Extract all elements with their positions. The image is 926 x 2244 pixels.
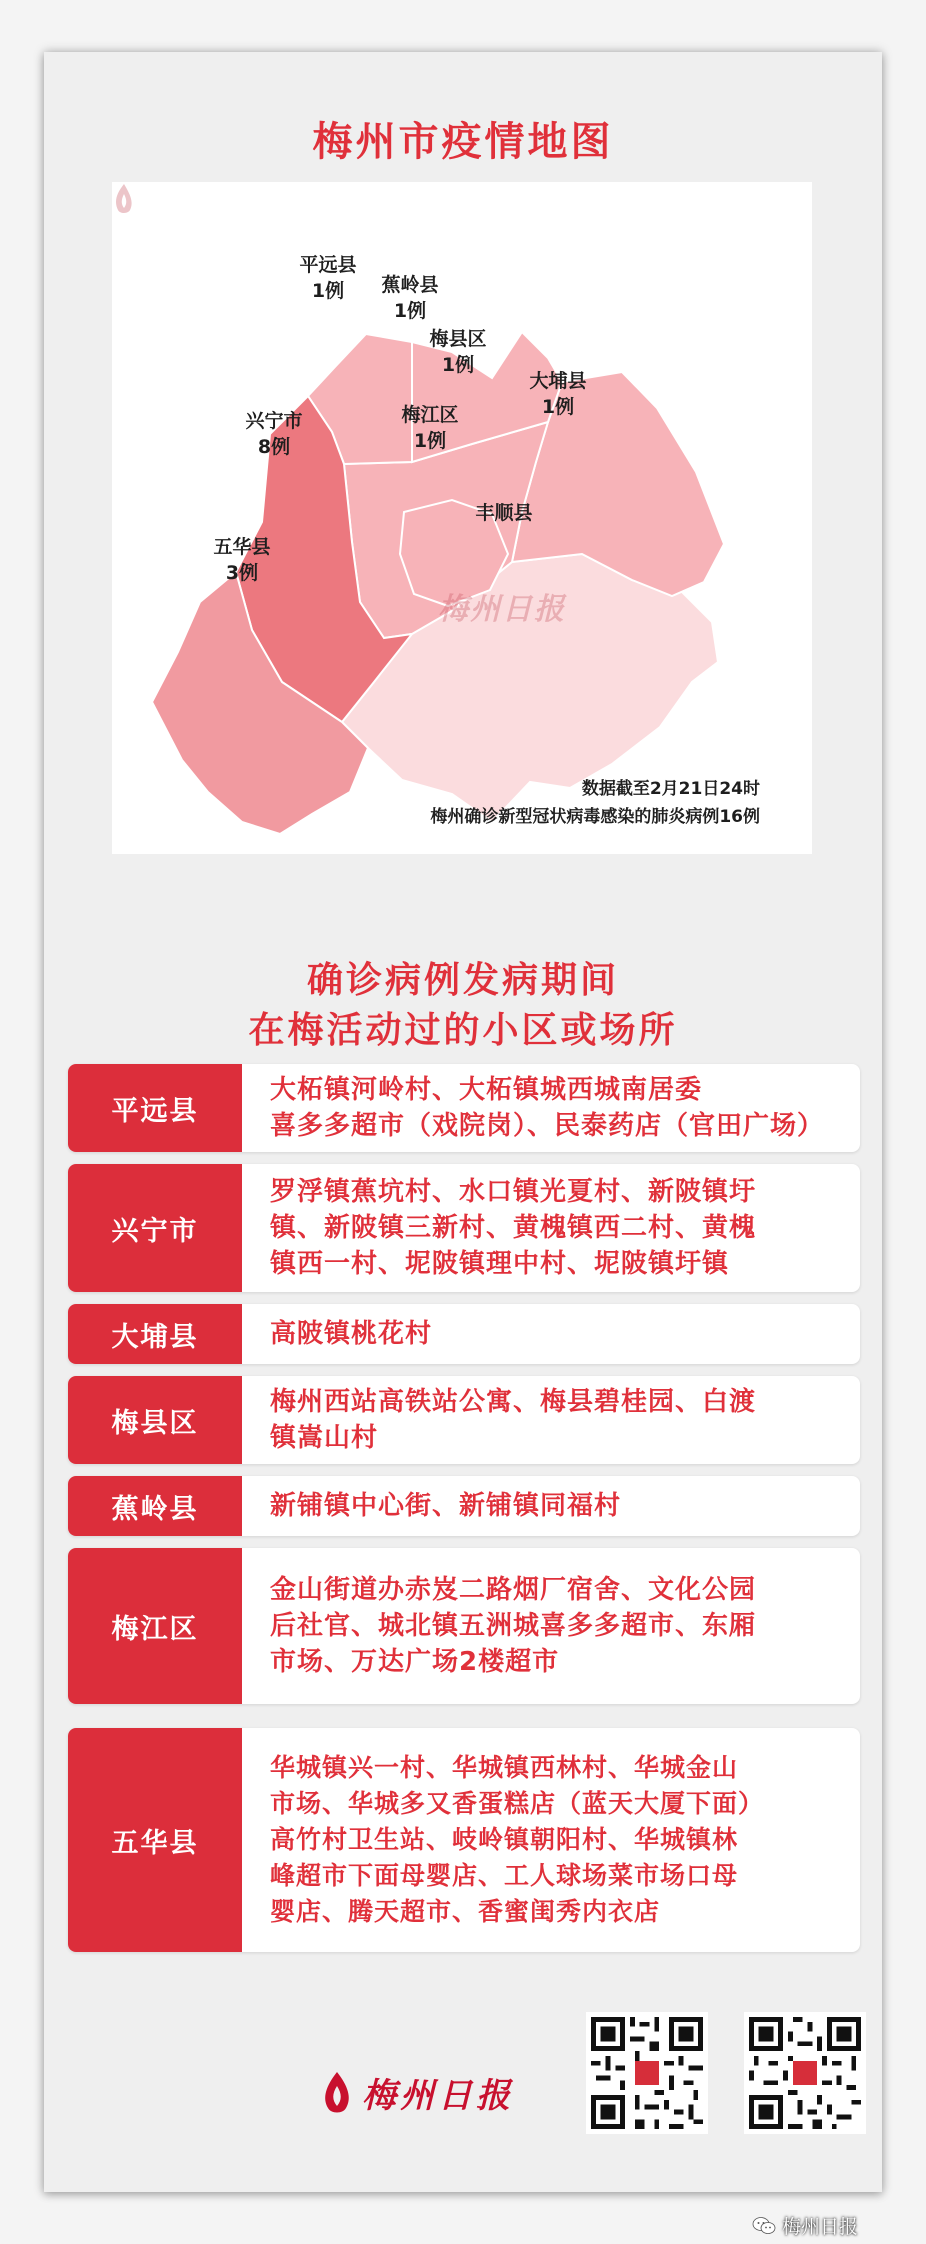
row-county-label: 梅江区	[68, 1548, 242, 1704]
map-note-date: 数据截至2月21日24时	[581, 779, 760, 799]
newspaper-logo-icon	[112, 182, 136, 216]
label-jiaoling: 蕉岭县 1例	[381, 274, 439, 322]
section-heading: 确诊病例发病期间 在梅活动过的小区或场所	[248, 960, 678, 1051]
row-county-label: 蕉岭县	[68, 1476, 242, 1536]
label-meixian: 梅县区 1例	[429, 328, 487, 376]
row-county-label: 梅县区	[68, 1376, 242, 1464]
label-dabu: 大埔县 1例	[529, 370, 587, 418]
label-fengshun: 丰顺县	[475, 502, 533, 524]
row-places-text: 金山街道办赤岌二路烟厂宿舍、文化公园 后社官、城北镇五洲城喜多多超市、东厢 市场、万达广场2楼超市	[270, 1575, 757, 1677]
page-title: 梅州市疫情地图	[312, 119, 614, 165]
places-row	[68, 1476, 860, 1536]
poster	[44, 52, 882, 2192]
map-watermark: 梅州日报	[438, 592, 566, 627]
wechat-source	[752, 2212, 858, 2239]
places-row	[68, 1164, 860, 1292]
row-county-label: 兴宁市	[68, 1164, 242, 1292]
wechat-label: 梅州日报	[782, 2216, 859, 2238]
label-meijiang: 梅江区 1例	[401, 404, 459, 452]
places-row	[68, 1548, 860, 1704]
row-places-text: 新铺镇中心街、新铺镇同福村	[270, 1491, 622, 1521]
places-row	[68, 1728, 860, 1952]
map-note-total: 梅州确诊新型冠状病毒感染的肺炎病例16例	[430, 807, 760, 827]
places-row	[68, 1064, 860, 1152]
label-wuhua: 五华县 3例	[213, 536, 271, 584]
row-county-label: 大埔县	[68, 1304, 242, 1364]
row-places-text: 大柘镇河岭村、大柘镇城西城南居委 喜多多超市（戏院岗）、民泰药店（官田广场）	[270, 1075, 825, 1141]
row-county-label: 平远县	[68, 1064, 242, 1152]
places-row	[68, 1376, 860, 1464]
wechat-icon	[752, 2216, 776, 2236]
label-xingning: 兴宁市 8例	[245, 410, 303, 458]
label-pingyuan: 平远县 1例	[299, 254, 357, 302]
row-county-label: 五华县	[68, 1728, 242, 1952]
qr-code-2[interactable]	[744, 2012, 866, 2134]
footer-logo	[320, 2068, 514, 2117]
map-panel	[112, 182, 812, 854]
newspaper-logo-icon	[320, 2070, 354, 2116]
qr-code-1[interactable]	[586, 2012, 708, 2134]
row-places-text: 罗浮镇蕉坑村、水口镇光夏村、新陂镇圩 镇、新陂镇三新村、黄槐镇西二村、黄槐 镇西一村、坭陂镇理中村、坭陂镇圩镇	[270, 1177, 757, 1279]
row-places-text: 高陂镇桃花村	[270, 1319, 433, 1349]
row-places-text: 梅州西站高铁站公寓、梅县碧桂园、白渡 镇嵩山村	[270, 1387, 757, 1453]
row-places-text: 华城镇兴一村、华城镇西林村、华城金山 市场、华城多又香蛋糕店（蓝天大厦下面） 高竹村卫生站、岐岭镇朝阳村、华城镇林 峰超市下面母婴店、工人球场菜市场口母 婴店、腾天超市、香蜜闺秀内衣店	[270, 1753, 765, 1926]
footer-logo-text: 梅州日报	[362, 2076, 514, 2116]
places-row	[68, 1304, 860, 1364]
